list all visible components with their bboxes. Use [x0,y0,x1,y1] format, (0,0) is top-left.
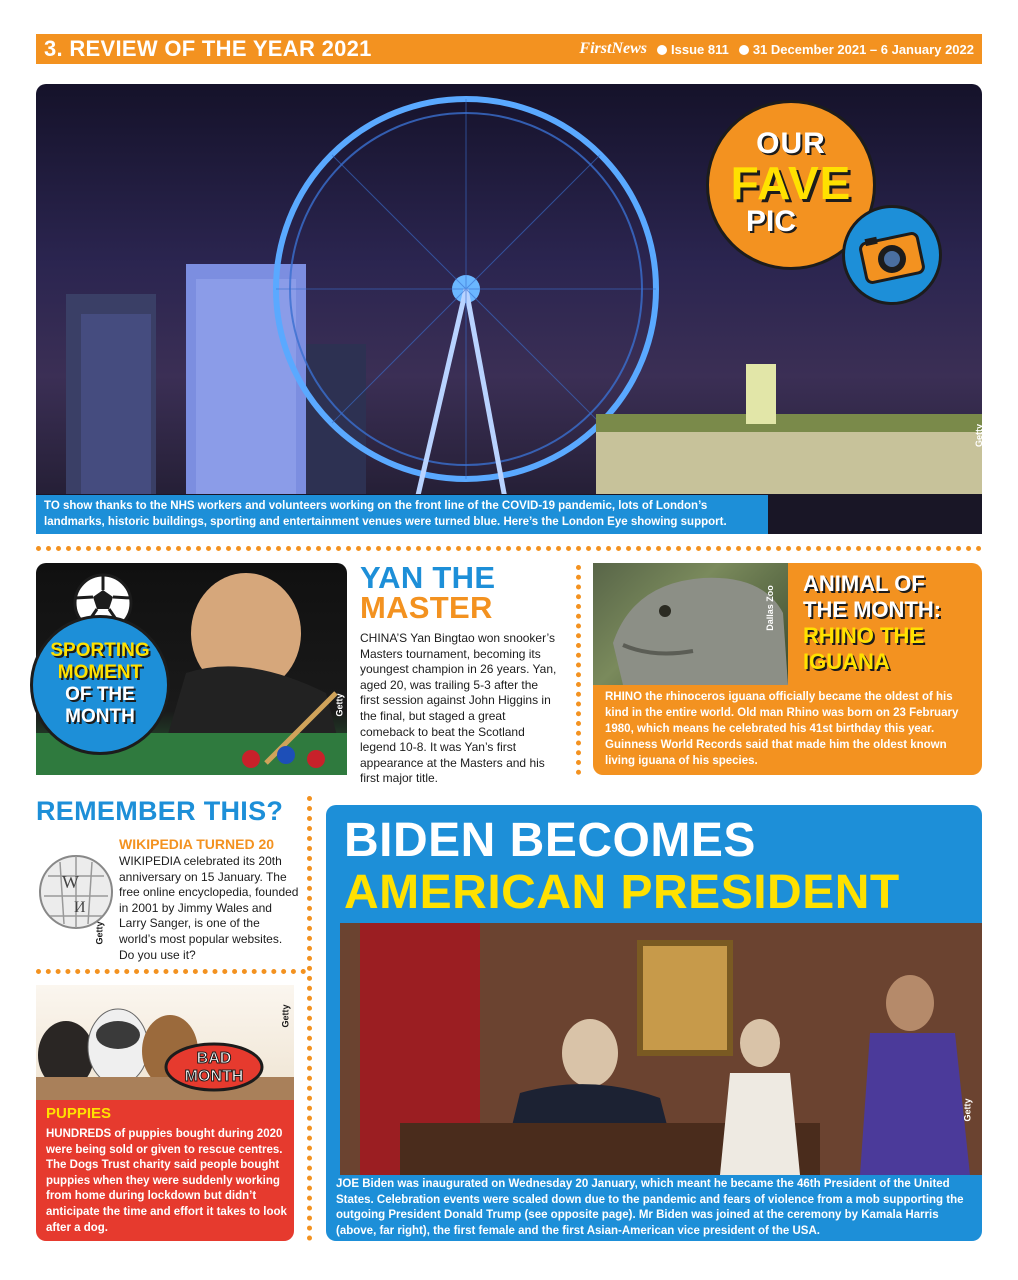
thumbs-down-icon [163,1033,265,1091]
biden-panel [326,805,982,1241]
divider [307,796,312,1241]
wikipedia-body: WIKIPEDIA celebrated its 20th anniversary on 15 January. The free online encyclopedia, founded in 2001 by Jimmy Wales and Larry Sanger, is one of the world’s most popular websites. Do you use it? [119,854,299,962]
photo-credit: Getty [334,693,345,717]
yan-body: CHINA’S Yan Bingtao won snooker’s Masters tournament, becoming its youngest champion in 26 years. Yan, aged 20, was trailing 5-3 after the first session against John Higgins in the final, but staged a great comeback to beat the Scotland legend 10-8. It was Yan’s first appearance at the Masters and his first major title. [360,631,557,786]
bullet-icon [739,45,749,55]
puppies-heading: PUPPIES [46,1105,112,1122]
issue-meta [579,40,974,58]
brand-logo: FirstNews [579,40,647,57]
sporting-moment-badge: SPORTING MOMENT OF THE MONTH [30,615,170,755]
puppies-body: HUNDREDS of puppies bought during 2020 were being sold or given to rescue centres. The Dogs Trust charity said people bought puppies when they were suddenly working from home during lockdown but didn’t anticipate the time and effort it takes to look after a dog. [46,1128,287,1234]
svg-text:W: W [62,872,79,892]
photo-credit: Getty [962,1098,973,1122]
iguana-photo [593,563,788,685]
animal-of-the-month-panel [593,563,982,775]
issue-number: Issue 811 [657,42,729,57]
divider [36,969,306,974]
divider [36,546,982,551]
svg-text:MONTH: MONTH [184,1068,244,1085]
animal-headline: ANIMAL OF THE MONTH: RHINO THE IGUANA [803,571,942,674]
biden-caption: JOE Biden was inaugurated on Wednesday 20 January, which meant he became the 46th President of the United States. Celebration events were scaled down due to the pandemic and fears of violence from a mob supporting the outgoing President Donald Trump (see opposite page). Mr Biden was joined at the ceremony by Kamala Harris (above, far right), the first female and the first Asian-American vice president of the USA. [336,1178,964,1237]
svg-text:BAD: BAD [196,1050,232,1067]
wikipedia-subheading: WIKIPEDIA TURNED 20 [119,836,275,852]
photo-credit: Getty [94,921,105,945]
biden-inauguration-photo [340,923,982,1175]
photo-credit: Dallas Zoo [764,585,775,631]
our-fave-pic-badge: OUR FAVE PIC [706,100,876,270]
remember-heading: REMEMBER THIS? [36,796,284,826]
bad-month-panel [36,985,294,1241]
animal-body: RHINO the rhinoceros iguana officially became the oldest of his kind in the entire world. Old man Rhino was born on 23 February 1980, which means he celebrated his 41st birthday this year. Guinness World Records said that made him the oldest known living iguana of his species. [605,691,959,767]
divider [576,565,581,775]
yan-article [360,560,560,787]
photo-credit: Getty [974,424,984,448]
issue-dates: 31 December 2021 – 6 January 2022 [739,42,974,57]
bullet-icon [657,45,667,55]
yan-headline: YAN THE MASTER [360,560,496,625]
photo-credit: Getty [280,1004,291,1028]
section-title: 3. REVIEW OF THE YEAR 2021 [44,36,372,61]
camera-icon [842,205,942,305]
page-header [36,34,982,64]
svg-text:И: И [74,899,86,916]
wikipedia-article [119,836,299,963]
hero-caption: TO show thanks to the NHS workers and volunteers working on the front line of the COVID-19 pandemic, lots of London’s landmarks, historic buildings, sporting and entertainment venues were turned blue. Here’s the London Eye showing support. [36,495,768,534]
biden-headline: BIDEN BECOMES AMERICAN PRESIDENT [344,814,900,919]
bad-month-badge [163,1033,265,1091]
